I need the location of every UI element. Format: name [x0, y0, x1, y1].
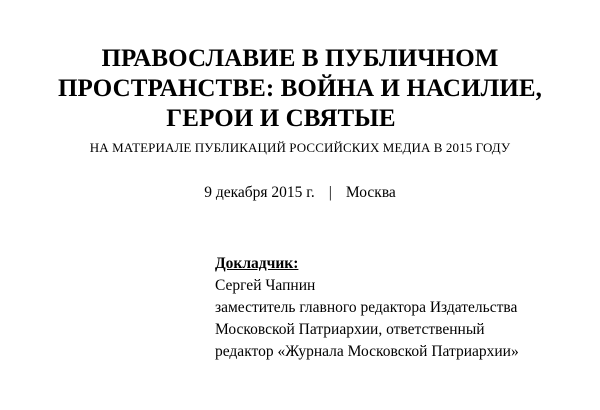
speaker-role-line-2: Московской Патриархии, ответственный: [215, 321, 485, 338]
subtitle: НА МАТЕРИАЛЕ ПУБЛИКАЦИЙ РОССИЙСКИХ МЕДИА В 2015 ГОДУ: [89, 140, 511, 155]
title-line-1: ПРАВОСЛАВИЕ В ПУБЛИЧНОМ: [101, 45, 499, 72]
title-line-3: ГЕРОИ И СВЯТЫЕ: [166, 105, 396, 132]
speaker-block: [215, 253, 595, 363]
speaker-role-line-1: заместитель главного редактора Издательства: [215, 299, 518, 316]
speaker-name: Сергей Чапнин: [215, 277, 316, 294]
city: Москва: [345, 184, 396, 201]
separator: |: [328, 184, 332, 201]
date: 9 декабря 2015 г.: [204, 184, 315, 201]
speaker-label: Докладчик:: [215, 255, 299, 272]
title-line-2: ПРОСТРАНСТВЕ: ВОЙНА И НАСИЛИЕ,: [57, 75, 543, 102]
date-location-line: [0, 183, 600, 203]
speaker-role-line-3: редактор «Журнала Московской Патриархии»: [215, 343, 519, 360]
